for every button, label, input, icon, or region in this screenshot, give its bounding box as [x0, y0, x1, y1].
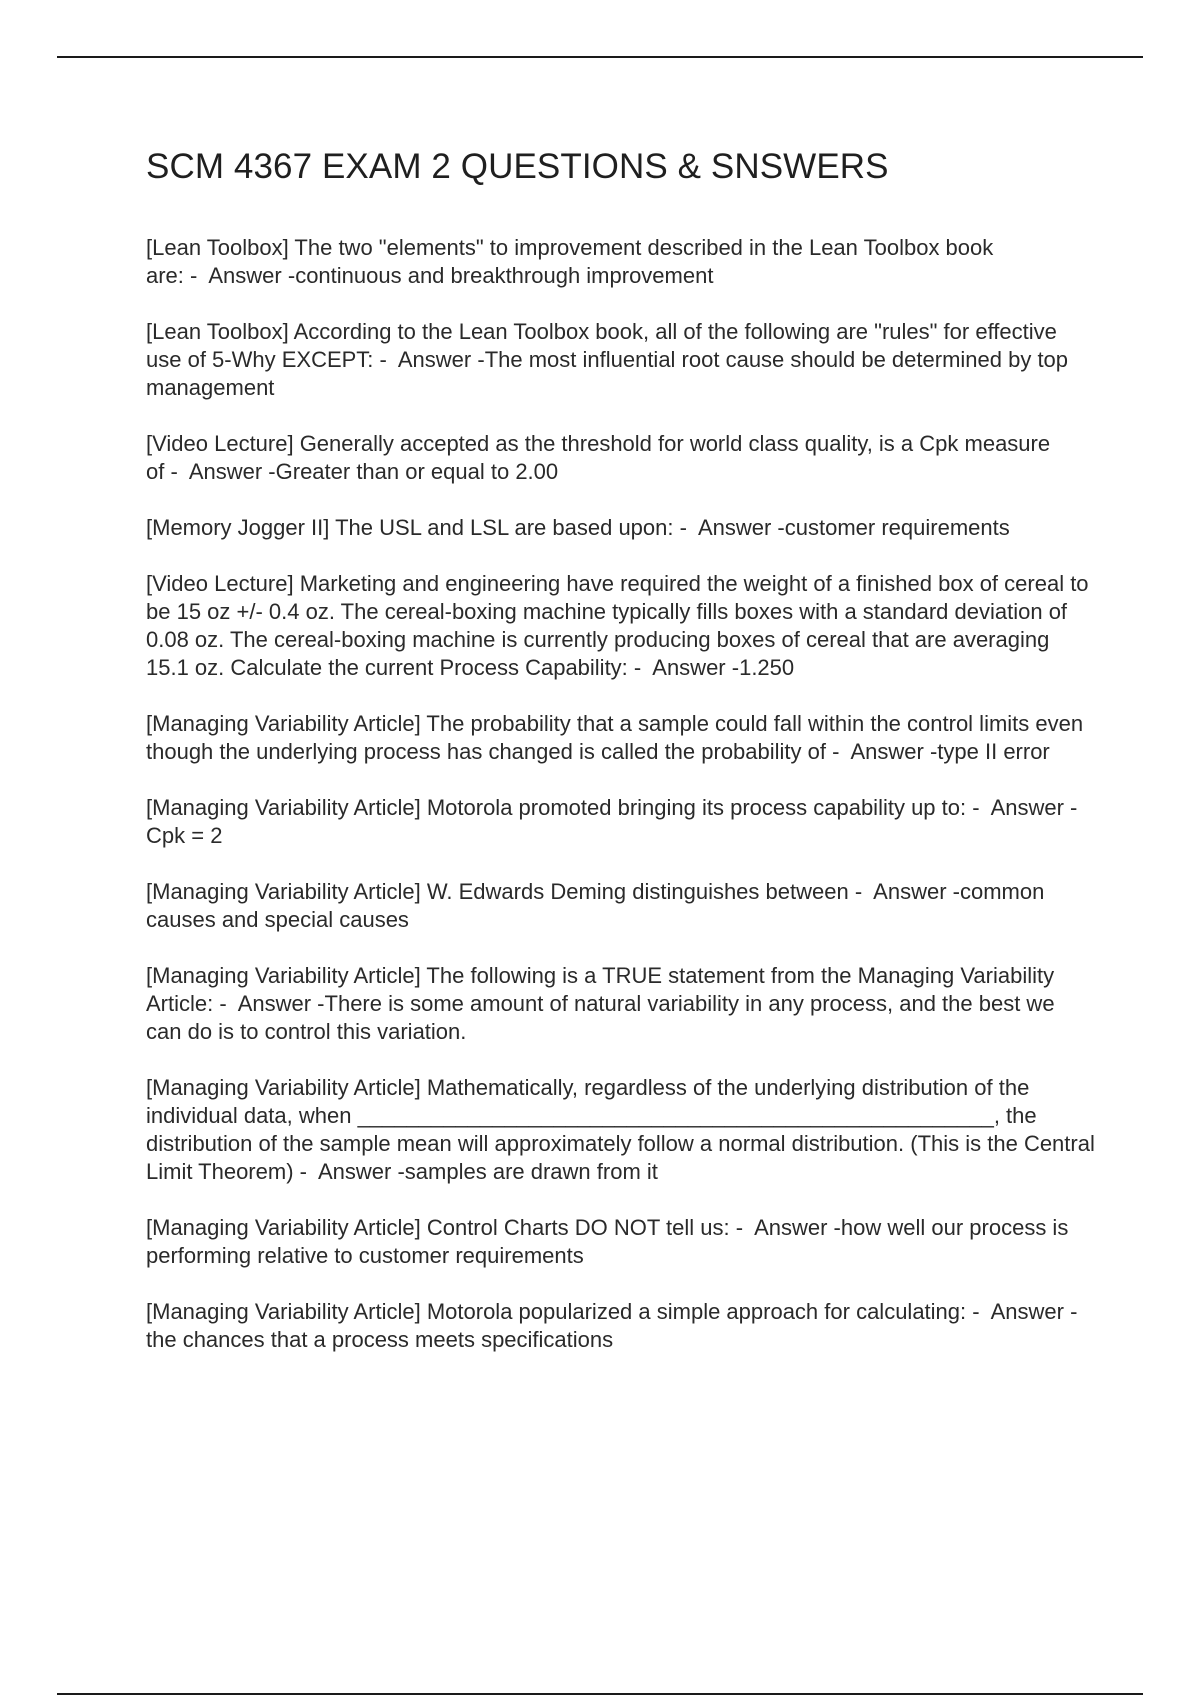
- question-text: [Managing Variability Article] Mathematically, regardless of the underlying distribution of the individual data, when ____________________________________________________, the distribution of the sample mean will approximately follow a normal distribution. (This is the Central Limit Theorem) -: [146, 1075, 1095, 1184]
- qa-item: [146, 570, 1096, 682]
- answer-text: Cpk = 2: [146, 823, 223, 848]
- answer-text: continuous and breakthrough improvement: [295, 263, 714, 288]
- answer-text: 1.250: [739, 655, 795, 680]
- answer-text: The most influential root cause should be determined by top management: [146, 347, 1069, 400]
- question-text: [Managing Variability Article] W. Edwards Deming distinguishes between -: [146, 879, 873, 904]
- top-rule: [57, 56, 1143, 58]
- qa-item: [146, 514, 1096, 542]
- answer-label: Answer -: [754, 1215, 841, 1240]
- qa-item: [146, 1298, 1096, 1354]
- question-text: [Memory Jogger II] The USL and LSL are based upon: -: [146, 515, 698, 540]
- question-text: [Managing Variability Article] The probability that a sample could fall within the control limits even though the underlying process has changed is called the probability of -: [146, 711, 1083, 764]
- qa-item: [146, 1074, 1096, 1186]
- answer-label: Answer -: [238, 991, 325, 1016]
- answer-label: Answer -: [189, 459, 276, 484]
- qa-item: [146, 430, 1096, 486]
- answer-text: how well our process is performing relative to customer requirements: [146, 1215, 1069, 1268]
- question-text: [Managing Variability Article] Motorola popularized a simple approach for calculating: -: [146, 1299, 991, 1324]
- qa-item: [146, 794, 1096, 850]
- answer-label: Answer -: [991, 795, 1078, 820]
- question-text: [Managing Variability Article] Motorola promoted bringing its process capability up to: -: [146, 795, 991, 820]
- question-text: [Lean Toolbox] According to the Lean Toolbox book, all of the following are "rules" for effective use of 5-Why EXCEPT: -: [146, 319, 1057, 372]
- answer-text: the chances that a process meets specifications: [146, 1327, 614, 1352]
- document-body: [146, 142, 1096, 1382]
- question-text: [Lean Toolbox] The two "elements" to improvement described in the Lean Toolbox book are: -: [146, 235, 993, 288]
- qa-item: [146, 878, 1096, 934]
- answer-text: samples are drawn from it: [404, 1159, 658, 1184]
- answer-text: customer requirements: [784, 515, 1010, 540]
- answer-text: There is some amount of natural variability in any process, and the best we can do is to control this variation.: [146, 991, 1055, 1044]
- document-title: SCM 4367 EXAM 2 QUESTIONS & SNSWERS: [146, 147, 889, 186]
- answer-label: Answer -: [991, 1299, 1078, 1324]
- qa-item: [146, 234, 1096, 290]
- answer-text: Greater than or equal to 2.00: [275, 459, 559, 484]
- answer-label: Answer -: [398, 347, 485, 372]
- answer-label: Answer -: [698, 515, 785, 540]
- question-text: [Managing Variability Article] Control Charts DO NOT tell us: -: [146, 1215, 754, 1240]
- answer-label: Answer -: [652, 655, 739, 680]
- qa-item: [146, 1214, 1096, 1270]
- question-text: [Managing Variability Article] The following is a TRUE statement from the Managing Variability Article: -: [146, 963, 1054, 1016]
- qa-item: [146, 318, 1096, 402]
- qa-item: [146, 710, 1096, 766]
- qa-item: [146, 962, 1096, 1046]
- bottom-rule: [57, 1693, 1143, 1695]
- answer-label: Answer -: [208, 263, 295, 288]
- answer-label: Answer -: [850, 739, 937, 764]
- answer-label: Answer -: [873, 879, 960, 904]
- question-text: [Video Lecture] Marketing and engineering have required the weight of a finished box of cereal to be 15 oz +/- 0.4 oz. The cereal-boxing machine typically fills boxes with a standard deviation of 0.08 oz. The cereal-boxing machine is currently producing boxes of cereal that are averaging 15.1 oz. Calculate the current Process Capability: -: [146, 571, 1089, 680]
- answer-label: Answer -: [318, 1159, 405, 1184]
- answer-text: type II error: [937, 739, 1050, 764]
- question-text: [Video Lecture] Generally accepted as the threshold for world class quality, is a Cpk measure of -: [146, 431, 1050, 484]
- answer-text: common causes and special causes: [146, 879, 1045, 932]
